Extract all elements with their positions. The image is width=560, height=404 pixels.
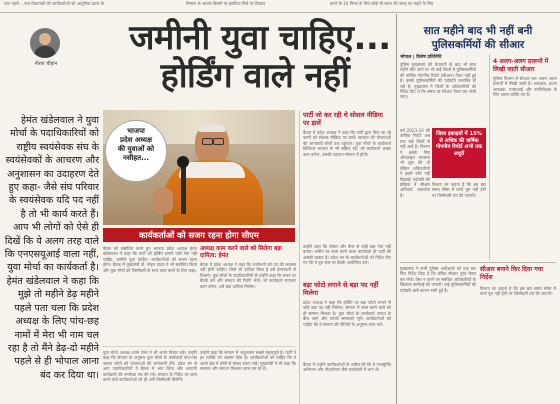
body-col-d: उन्होंने कहा कि संगठन में अनुशासन सबसे महत्वपूर्ण है। पार्टी ने हर व्यक्ति को अवसर दिया है। कार्यकर्ताओं को चाहिए कि वे अपने क्षेत्र में लोगों से संवाद बनाए रखें। मुख्यमंत्री ने भी कहा कि सरकार और संगठन मिलकर काम कर रहे हैं। — [200, 350, 296, 372]
col2-text-4: बैठक में उन्होंने कार्यकर्ताओं से अपील की कि वे नशामुक्ति अभियान और पौधारोपण जैसे कार्यक्रमों में भाग लें। — [303, 362, 391, 373]
right-text-2: वर्ष 2023-24 की वार्षिक रिपोर्ट अब तक कई जिलों से नहीं आई है। विभाग ने इसके लिए ऑनलाइन व्यवस्था भी शुरू की थी लेकिन अधिकारियों ने इसमें रुचि नहीं दिखाई। पदोन्नति की प्रक्रिया में सीआर अनिवार्य दस्तावेज है। — [400, 128, 430, 198]
right-sidebar-headline: 4 अलग-अलग प्रारूपों में लिखी जाती सीआर — [493, 58, 549, 73]
bubble-line-3: की युवाओं को — [117, 145, 155, 153]
body-divider — [103, 346, 295, 347]
bubble-line-1: भाजपा — [127, 127, 145, 135]
top-strip-left: धान पहले ...राज विधायकों को कार्यकर्ताओं को आधुनिक प्रचार के — [4, 1, 104, 6]
author-avatar — [30, 28, 60, 58]
right-highlight-text: जिला इकाइयों में 15% से अधिक की वार्षिक गोपनीय रिपोर्ट अभी तक अधूरी — [435, 131, 483, 157]
right-text-2b: विभाग का कहना है कि इस बार समय सीमा में कार्य पूरा नहीं होने पर जिम्मेदारी तय की जाएगी। — [432, 182, 486, 198]
right-dateline: भोपाल | विशेष प्रतिनिधि — [400, 55, 442, 60]
headline-line-2: होर्डिंग वाले नहीं — [160, 56, 350, 96]
right-sidebar-divider — [489, 54, 490, 260]
body-col-b: बैठक में प्रदेश अध्यक्ष ने कहा कि कार्यकर्ता को पद की लालसा नहीं होनी चाहिए। जिसे जो दायित्व मिला है उसे ईमानदारी से निभाएं। युवा मोर्चा के पदाधिकारियों से उन्होंने कहा कि समय पर बैठकें करें और संगठन की रिपोर्ट भेजें। जो कार्यकर्ता लगातार काम करेगा, उसे बड़ा दायित्व मिलेगा। — [200, 262, 296, 289]
sub-headline: अध्यक्ष काम करने वाले को मिलेगा बड़ा दायित्व: हेमंत — [200, 246, 282, 259]
bubble-line-2: प्रदेश अध्यक्ष — [120, 136, 152, 144]
right-text-1: पुलिस मुख्यालय की चेतावनी के बाद भी सात महीने बीत जाने पर भी कई जिलों में पुलिसकर्मियों की वार्षिक गोपनीय रिपोर्ट (सीआर) तैयार नहीं हुई है। इससे पुलिसकर्मियों की पदोन्नति प्रभावित हो रही है। मुख्यालय ने जिलों के अधिकारियों को निर्देश दिए थे कि समय पर सीआर तैयार कर भेजी जाए। — [400, 62, 476, 100]
byline: नीरज चौहान — [34, 61, 58, 67]
col2-text-2: उन्होंने कहा कि पोस्टर और बैनर से कोई बड़ा नेता नहीं बनता। जमीन पर काम करने वाला कार्यकर्ता ही पार्टी की असली ताकत है। प्रदेश भर के कार्यकर्ताओं को निर्देश दिए गए कि वे बूथ स्तर पर बैठकें आयोजित करें। — [303, 244, 391, 266]
right-sidebar-text: पुलिस विभाग में सीआर चार अलग अलग प्रारूपों में लिखी जाती है। आरक्षक, प्रधान आरक्षक, एएसआई और उपनिरीक्षक के लिए अलग फॉर्मेट तय है। — [493, 76, 557, 98]
col2-text-1: बैठक में प्रदेश अध्यक्ष ने कहा कि पार्टी द्वारा किए जा रहे कामों को सोशल मीडिया पर डालें। सरकार की योजनाओं की जानकारी लोगों तक पहुंचाएं। युवा मोर्चा के कार्यकर्ता डिजिटल माध्यम से भी सक्रिय रहें। जो कार्यकर्ता अच्छा काम करेगा, उसकी पहचान संगठन में होगी। — [303, 130, 391, 157]
right-lower-divider — [400, 262, 556, 263]
headline-line-1: जमीनी युवा चाहिए... — [129, 18, 391, 58]
lead-paragraph-1: हेमंत खंडेलवाल ने युवा मोर्चा के पदाधिकारियों को राष्ट्रीय स्वयंसेवक संघ के स्वयंसेवकों के आचरण और अनुशासन का उदाहरण देते हुए कहा- जैसे संघ परिवार के स्वयंसेवक यदि पद नहीं है तो भी कार्य करते हैं। आप भी लोगों को ऐसे ही दिखें कि ये अलग तरह वाले कि एनएसयूआई वाला नहीं, युवा मोर्चा का कार्यकर्ता है। — [4, 115, 99, 274]
right-story-divider — [396, 14, 397, 404]
body-col-c: युवा मोर्चा अध्यक्ष श्याम टेलर ने भी अपने विचार रखे। उन्होंने कहा कि संगठन के अनुसार युवा मोर्चा के कार्यकर्ता गांव-गांव जाकर लोगों को योजनाओं की जानकारी देंगे। प्रदेश भर से आए पदाधिकारियों ने बैठक में भाग लिया और आगामी कार्यक्रमों की रूपरेखा तय की गई। संगठन के निर्देश पर काम करने वाले कार्यकर्ताओं को ही आगे जिम्मेदारी मिलेगी। — [103, 350, 197, 383]
photo-caption: कार्यकर्ताओं को सजग रहना होगा सीएम — [103, 228, 295, 242]
right-text-4: विभाग का कहना है कि इस बार समय सीमा में कार्य पूरा नहीं होने पर जिम्मेदारी तय की जाएगी। — [480, 286, 556, 297]
col2-divider — [299, 110, 300, 404]
right-text-3: मुख्यालय ने सभी पुलिस अधीक्षकों को एक बार फिर निर्देश दिया है कि लंबित सीआर तुरंत तैयार कर भेजें। ऐसा न करने पर संबंधित अधिकारियों के खिलाफ कार्रवाई की जाएगी। कई पुलिसकर्मियों की पदोन्नति इसी कारण रुकी हुई है। — [400, 266, 476, 293]
lead-paragraph-2: हेमंत खंडेलवाल ने कहा कि मुझे तो महीने डेढ़ महीने पहले पता चला कि प्रदेश अध्यक्ष के लिए पांच-छह नामों में मेरा भी नाम चल रहा है तो मैंने डेढ़-दो महीने पहले से ही भोपाल आना बंद कर दिया था। — [6, 275, 99, 381]
col2-headline: पार्टी जो कर रही थे सोशल मीडिया पर डालें — [303, 111, 383, 127]
top-strip-mid: निमाण के आधार किसने पर इस्तीफा मिले पर दिखाए — [186, 1, 266, 6]
col2-headline-2: बड़ा फोटो लगाने से बड़ा पद नहीं मिलेगा — [303, 281, 379, 297]
top-strip-right: करने के 10 मिनट के लिए कोई भी स्थान की जगह पर कहने के लिए — [330, 1, 434, 6]
right-headline: सात महीने बाद भी नहीं बनी पुलिसकर्मियों की सीआर — [423, 25, 533, 51]
lead-text — [4, 114, 99, 399]
body-col-a: बैठक को संबोधित करते हुए भाजपा प्रदेश अध्यक्ष हेमंत खंडेलवाल ने कहा कि पार्टी को होर्डिंग लगाने वाले नेता नहीं चाहिए, जमीनी युवा चाहिए। कार्यकर्ताओं को सजग रहना होगा। बैठक में मुख्यमंत्री डॉ. मोहन यादव ने भी संबोधित किया और युवा मोर्चा को जिम्मेदारी के साथ काम करने के लिए कहा। — [103, 246, 197, 273]
bubble-line-4: नसीहत... — [122, 154, 150, 162]
right-highlight-box — [432, 128, 486, 178]
quote-bubble — [105, 120, 167, 182]
top-divider — [0, 12, 560, 13]
col2-text-3: प्रदेश अध्यक्ष ने कहा कि होर्डिंग पर बड़ा फोटो लगाने से कोई बड़ा पद नहीं मिलेगा। संगठन में काम करने वाले को ही सम्मान मिलता है। युवा मोर्चा के कार्यकर्ता जनता के बीच जाएं और उनकी समस्याएं सुनें। कार्यकर्ताओं को चाहिए कि वे संगठन की नीतियों के अनुसार काम करें। — [303, 300, 391, 327]
right-small-head: सीआर बनाने फिर दिया गया निर्देश — [480, 266, 543, 281]
